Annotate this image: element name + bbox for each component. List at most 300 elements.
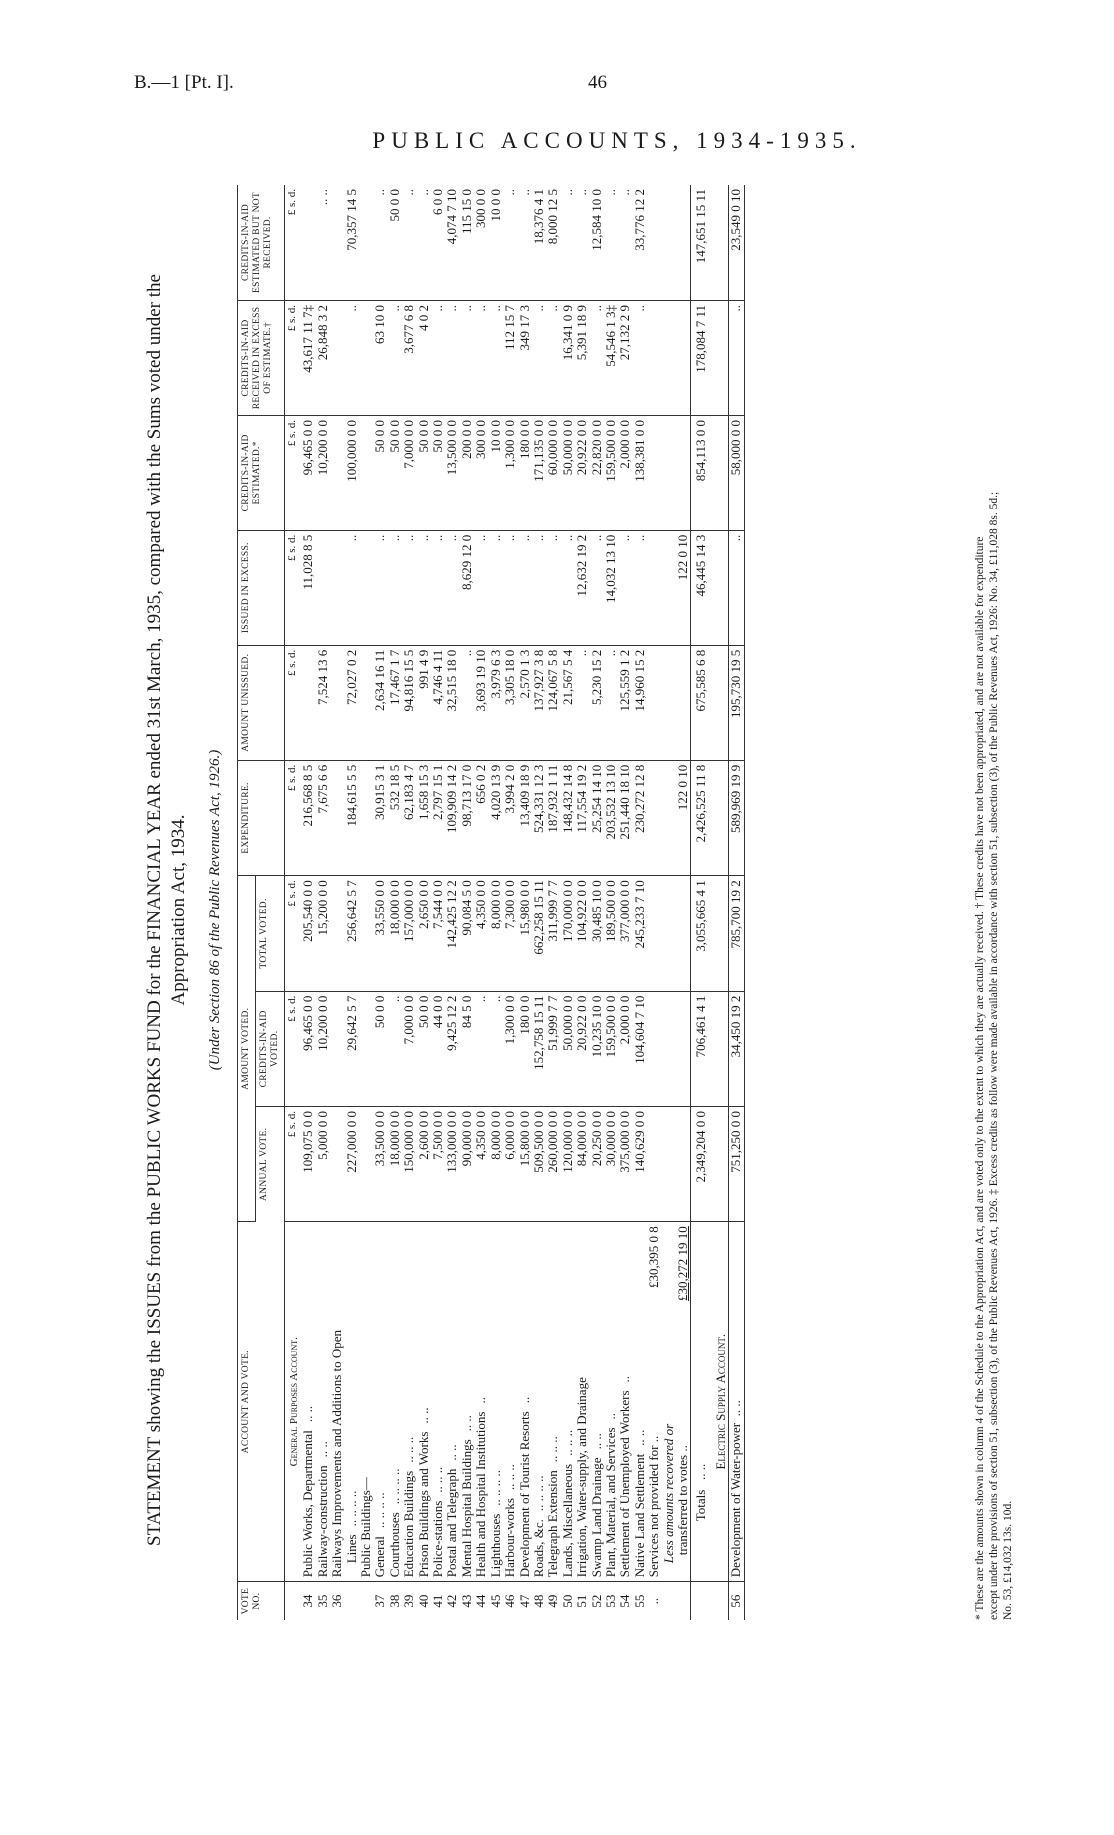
unissued-cell: 3,693 19 10 <box>474 645 488 760</box>
account-cell <box>460 1222 474 1582</box>
credits-estimated-cell: 138,381 0 0 <box>633 415 647 530</box>
leader-dots: .. .. <box>415 1407 431 1424</box>
vote-number <box>359 1582 373 1620</box>
document-reference: B.—1 [Pt. I]. <box>134 72 234 93</box>
credits-voted-cell: 20,922 0 0 <box>575 991 589 1106</box>
header-credits-not-received: CREDITS-IN-AID ESTIMATED BUT NOT RECEIVED. <box>238 185 285 300</box>
total-voted-cell <box>330 876 344 991</box>
unissued-cell <box>301 645 315 760</box>
expenditure-cell: 7,675 6 6 <box>316 760 330 876</box>
leader-dots: .. .. .. <box>545 1436 561 1463</box>
less-row-1 <box>662 185 676 1620</box>
unissued-cell: .. <box>604 645 618 760</box>
credits-received-excess-cell: .. <box>532 300 546 415</box>
vote-number: 54 <box>617 1594 633 1608</box>
credits-voted-cell <box>359 991 373 1106</box>
expenditure-cell: 1,658 15 3 <box>417 760 431 876</box>
credits-received-excess-cell: .. <box>345 300 359 415</box>
total-voted-cell: 7,300 0 0 <box>503 876 517 991</box>
credits-not-received-cell: 10 0 0 <box>489 185 503 300</box>
expenditure-cell: 4,020 13 9 <box>489 760 503 876</box>
leader-dots: .. <box>617 1375 633 1383</box>
account-label: Health and Hospital Institutions <box>473 1411 489 1578</box>
credits-received-excess-cell: .. <box>431 300 445 415</box>
vote-number: 46 <box>502 1594 518 1608</box>
credits-voted-cell: 10,235 10 0 <box>590 991 604 1106</box>
unissued-cell: .. <box>460 645 474 760</box>
credits-received-excess-cell: .. <box>590 300 604 415</box>
excess-cell: 14,032 13 10 <box>604 530 618 645</box>
account-label: Public Buildings— <box>358 1477 374 1578</box>
unit-label: £ s. d. <box>285 760 302 876</box>
credits-estimated-cell: 7,000 0 0 <box>402 415 416 530</box>
excess-cell: .. <box>474 530 488 645</box>
account-cell <box>345 1222 359 1582</box>
vote-number: 47 <box>516 1594 532 1608</box>
credits-not-received-cell: .. <box>518 185 532 300</box>
table-row <box>618 185 632 1620</box>
total-voted-cell: 205,540 0 0 <box>301 876 315 991</box>
credits-voted-cell: 9,425 12 2 <box>445 991 459 1106</box>
section-note: (Under Section 86 of the Public Revenues Act, 1926.) <box>207 749 223 1071</box>
expenditure-cell: 187,932 1 11 <box>546 760 560 876</box>
vote-number: 55 <box>631 1594 647 1608</box>
excess-cell: 12,632 19 2 <box>575 530 589 645</box>
vote-number <box>345 1582 359 1620</box>
credits-estimated-cell: 159,500 0 0 <box>604 415 618 530</box>
vote-number: 38 <box>386 1594 402 1608</box>
table-row <box>518 185 532 1620</box>
excess-cell: 11,028 8 5 <box>301 530 315 645</box>
credits-not-received-cell <box>301 185 315 300</box>
table-row <box>388 185 402 1620</box>
account-cell <box>618 1222 632 1582</box>
credits-received-excess-cell: 54,546 1 3‡ <box>604 300 618 415</box>
table-row <box>373 185 387 1620</box>
credits-voted-cell: 51,999 7 7 <box>546 991 560 1106</box>
vote-number: 52 <box>588 1594 604 1608</box>
credits-received-excess-cell: 5,391 18 9 <box>575 300 589 415</box>
account-cell <box>546 1222 560 1582</box>
esa-vote-no: 56 <box>728 1594 744 1608</box>
expenditure-cell <box>359 760 373 876</box>
unissued-cell: 5,230 15 2 <box>590 645 604 760</box>
annual-cell: 109,075 0 0 <box>301 1106 315 1221</box>
expenditure-cell: 3,994 2 0 <box>503 760 517 876</box>
annual-cell: 120,000 0 0 <box>561 1106 575 1221</box>
excess-cell: .. <box>518 530 532 645</box>
account-cell <box>330 1222 344 1582</box>
unissued-cell <box>359 645 373 760</box>
expenditure-cell: 184,615 5 5 <box>345 760 359 876</box>
unissued-cell: 32,515 18 0 <box>445 645 459 760</box>
table-row <box>633 185 647 1620</box>
leader-dots: .. .. .. .. <box>372 1492 388 1529</box>
annual-cell: 150,000 0 0 <box>402 1106 416 1221</box>
table-row <box>503 185 517 1620</box>
credits-voted-cell: 50 0 0 <box>417 991 431 1106</box>
totals-unissued: 675,585 6 8 <box>691 645 712 760</box>
expenditure-cell: 216,568 8 5 <box>301 760 315 876</box>
credits-estimated-cell: 50,000 0 0 <box>561 415 575 530</box>
header-total-voted: TOTAL VOTED. <box>256 876 285 991</box>
total-voted-cell: 7,544 0 0 <box>431 876 445 991</box>
expenditure-cell: 30,915 3 1 <box>373 760 387 876</box>
account-label: Postal and Telegraph <box>444 1468 460 1578</box>
unissued-cell: 94,816 15 5 <box>402 645 416 760</box>
credits-estimated-cell: 13,500 0 0 <box>445 415 459 530</box>
account-label: Railway-construction <box>314 1465 330 1578</box>
table-row <box>561 185 575 1620</box>
annual-cell: 375,000 0 0 <box>618 1106 632 1221</box>
annual-cell: 5,000 0 0 <box>316 1106 330 1221</box>
vote-number: 43 <box>458 1594 474 1608</box>
esa-total-voted: 785,700 19 2 <box>729 876 744 991</box>
credits-estimated-cell: 50 0 0 <box>388 415 402 530</box>
total-voted-cell: 311,999 7 7 <box>546 876 560 991</box>
totals-excess: 46,445 14 3 <box>691 530 712 645</box>
totals-total-voted: 3,055,665 4 1 <box>691 876 712 991</box>
header-account: ACCOUNT AND VOTE. <box>238 1222 285 1582</box>
excess-cell: .. <box>345 530 359 645</box>
account-label: Lines <box>343 1534 359 1564</box>
excess-cell: .. <box>373 530 387 645</box>
credits-not-received-cell: 8,000 12 5 <box>546 185 560 300</box>
footnote-line-1: * These are the amounts shown in column 4 of the Schedule to the Appropriation Act, and are voted only to the extent to which they are actually received. † These credits have not been appropriated, and are not available for expenditure <box>974 536 986 1620</box>
credits-not-received-cell: .. <box>373 185 387 300</box>
total-voted-cell: 189,500 0 0 <box>604 876 618 991</box>
expenditure-cell <box>330 760 344 876</box>
credits-estimated-cell: 180 0 0 <box>518 415 532 530</box>
total-voted-cell: 2,650 0 0 <box>417 876 431 991</box>
unissued-cell <box>330 645 344 760</box>
expenditure-cell: 117,554 19 2 <box>575 760 589 876</box>
account-cell <box>417 1222 431 1582</box>
account-cell <box>388 1222 402 1582</box>
credits-received-excess-cell: .. <box>445 300 459 415</box>
account-label: Lighthouses <box>487 1513 503 1578</box>
account-cell <box>561 1222 575 1582</box>
account-label: Public Works, Departmental <box>300 1430 316 1578</box>
esa-credits-estimated: 58,000 0 0 <box>729 415 744 530</box>
vote-number: 40 <box>415 1594 431 1608</box>
table-row <box>532 185 546 1620</box>
statement-line-1: STATEMENT showing the ISSUES from the PUBLIC WORKS FUND for the FINANCIAL YEAR ended 31st March, 1935, compared with the Sums voted under the <box>144 274 165 1546</box>
total-voted-cell: 4,350 0 0 <box>474 876 488 991</box>
annual-cell: 509,500 0 0 <box>532 1106 546 1221</box>
credits-estimated-cell: 171,135 0 0 <box>532 415 546 530</box>
total-voted-cell: 245,233 7 10 <box>633 876 647 991</box>
account-cell <box>359 1222 373 1582</box>
account-label: Irrigation, Water-supply, and Drainage <box>574 1377 590 1578</box>
credits-not-received-cell: 70,357 14 5 <box>345 185 359 300</box>
credits-voted-cell: .. <box>388 991 402 1106</box>
credits-received-excess-cell: 63 10 0 <box>373 300 387 415</box>
credits-estimated-cell: 10 0 0 <box>489 415 503 530</box>
account-cell <box>474 1222 488 1582</box>
table-row <box>575 185 589 1620</box>
credits-estimated-cell: 100,000 0 0 <box>345 415 359 530</box>
credits-not-received-cell <box>330 185 344 300</box>
credits-not-received-cell: .. <box>618 185 632 300</box>
statement-line-2: Appropriation Act, 1934. <box>168 814 189 1006</box>
credits-received-excess-cell: 349 17 3 <box>518 300 532 415</box>
vote-number: 53 <box>602 1594 618 1608</box>
account-cell <box>301 1222 315 1582</box>
expenditure-cell: 25,254 14 10 <box>590 760 604 876</box>
account-label: Plant, Material, and Services <box>602 1427 618 1578</box>
account-cell <box>633 1222 647 1582</box>
credits-estimated-cell: 50 0 0 <box>417 415 431 530</box>
credits-estimated-cell: 22,820 0 0 <box>590 415 604 530</box>
vote-number: 48 <box>530 1594 546 1608</box>
credits-estimated-cell: 2,000 0 0 <box>618 415 632 530</box>
less-row-2 <box>676 185 691 1620</box>
header-credits-estimated: CREDITS-IN-AID ESTIMATED.* <box>238 415 285 530</box>
excess-cell: .. <box>561 530 575 645</box>
excess-cell: .. <box>633 530 647 645</box>
credits-estimated-cell <box>330 415 344 530</box>
page-title: PUBLIC ACCOUNTS, 1934-1935. <box>372 128 862 153</box>
expenditure-cell: 532 18 5 <box>388 760 402 876</box>
expenditure-cell: 230,272 12 8 <box>633 760 647 876</box>
account-cell <box>604 1222 618 1582</box>
credits-voted-cell: 104,604 7 10 <box>633 991 647 1106</box>
annual-cell: 84,000 0 0 <box>575 1106 589 1221</box>
unit-label: £ s. d. <box>285 415 302 530</box>
credits-estimated-cell: 50 0 0 <box>373 415 387 530</box>
annual-cell: 90,000 0 0 <box>460 1106 474 1221</box>
credits-estimated-cell: 1,300 0 0 <box>503 415 517 530</box>
credits-received-excess-cell: .. <box>388 300 402 415</box>
annual-cell: 260,000 0 0 <box>546 1106 560 1221</box>
unissued-cell: 137,927 3 8 <box>532 645 546 760</box>
excess-cell: .. <box>532 530 546 645</box>
esa-credits-not-received: 23,549 0 10 <box>729 185 744 300</box>
unissued-cell: 14,960 15 2 <box>633 645 647 760</box>
esa-annual: 751,250 0 0 <box>729 1106 744 1221</box>
credits-estimated-cell: 96,465 0 0 <box>301 415 315 530</box>
unissued-cell: 21,567 5 4 <box>561 645 575 760</box>
esa-credits-received-excess: .. <box>729 300 744 415</box>
annual-cell: 227,000 0 0 <box>345 1106 359 1221</box>
table-row <box>546 185 560 1620</box>
credits-received-excess-cell <box>330 300 344 415</box>
annual-cell: 133,000 0 0 <box>445 1106 459 1221</box>
credits-estimated-cell: 200 0 0 <box>460 415 474 530</box>
esa-heading-row <box>712 185 729 1620</box>
credits-received-excess-cell: 3,677 6 8 <box>402 300 416 415</box>
annual-cell: 6,000 0 0 <box>503 1106 517 1221</box>
totals-expenditure: 2,426,525 11 8 <box>691 760 712 876</box>
esa-row <box>729 185 744 1620</box>
vote-number: 35 <box>314 1594 330 1608</box>
credits-not-received-cell: 18,376 4 1 <box>532 185 546 300</box>
unissued-cell: .. <box>575 645 589 760</box>
header-excess: ISSUED IN EXCESS. <box>238 530 285 645</box>
credits-received-excess-cell: 4 0 2 <box>417 300 431 415</box>
total-voted-cell: 90,084 5 0 <box>460 876 474 991</box>
totals-credits-voted: 706,461 4 1 <box>691 991 712 1106</box>
table-row <box>489 185 503 1620</box>
expenditure-cell: 13,409 18 9 <box>518 760 532 876</box>
footnote-line-2: except under the provisions of section 51, subsection (3), of the Public Revenues Act, 1926. ‡ Excess credits as follow were made available in accordance with section 51, subsection (3), of the Public Revenues Act, 1926: No. 34, £11,028 8s. 5d.; <box>988 491 1000 1620</box>
expenditure-cell: 203,532 13 10 <box>604 760 618 876</box>
services-row: .. Services not provided for .. £30,395 0 8 <box>647 185 661 1620</box>
leader-dots: .. .. <box>300 1405 316 1423</box>
credits-received-excess-cell: .. <box>460 300 474 415</box>
credits-voted-cell: .. <box>474 991 488 1106</box>
account-label: Settlement of Unemployed Workers <box>617 1390 633 1578</box>
annual-cell <box>359 1106 373 1221</box>
unissued-cell: 4,746 4 11 <box>431 645 445 760</box>
credits-not-received-cell: 115 15 0 <box>460 185 474 300</box>
credits-voted-cell: 96,465 0 0 <box>301 991 315 1106</box>
unissued-cell: 2,634 16 11 <box>373 645 387 760</box>
unit-label: £ s. d. <box>285 1106 302 1221</box>
excess-cell: .. <box>546 530 560 645</box>
unit-label: £ s. d. <box>285 876 302 991</box>
credits-received-excess-cell <box>359 300 373 415</box>
table-row <box>359 185 373 1620</box>
table-row <box>431 185 445 1620</box>
unit-label: £ s. d. <box>285 645 302 760</box>
less-expenditure: 122 0 10 <box>676 760 691 876</box>
account-cell <box>532 1222 546 1582</box>
annual-cell: 140,629 0 0 <box>633 1106 647 1221</box>
credits-voted-cell: 180 0 0 <box>518 991 532 1106</box>
header-expenditure: EXPENDITURE. <box>238 760 285 876</box>
credits-received-excess-cell: 26,848 3 2 <box>316 300 330 415</box>
account-label: Railways Improvements and Additions to Open <box>329 1329 345 1578</box>
leader-dots: .. <box>516 1396 532 1404</box>
services-label: Services not provided for <box>646 1445 662 1578</box>
annual-cell: 7,500 0 0 <box>431 1106 445 1221</box>
credits-voted-cell: 44 0 0 <box>431 991 445 1106</box>
table-row <box>445 185 459 1620</box>
credits-voted-cell: 50 0 0 <box>373 991 387 1106</box>
statement-title <box>143 185 191 1635</box>
vote-number: 34 <box>300 1594 316 1608</box>
expenditure-cell: 656 0 2 <box>474 760 488 876</box>
credits-voted-cell: 2,000 0 0 <box>618 991 632 1106</box>
credits-received-excess-cell: .. <box>633 300 647 415</box>
account-label: Mental Hospital Buildings <box>458 1439 474 1578</box>
rotated-statement-block <box>135 185 1015 1635</box>
credits-voted-cell: .. <box>489 991 503 1106</box>
table-row <box>345 185 359 1620</box>
credits-voted-cell: 1,300 0 0 <box>503 991 517 1106</box>
account-label: Native Land Settlement <box>631 1453 647 1578</box>
excess-cell: .. <box>431 530 445 645</box>
account-cell <box>518 1222 532 1582</box>
vote-number: 39 <box>401 1594 417 1608</box>
unit-label: £ s. d. <box>285 300 302 415</box>
excess-cell <box>359 530 373 645</box>
credits-not-received-cell: .. <box>417 185 431 300</box>
totals-credits-not-received: 147,651 15 11 <box>691 185 712 300</box>
leader-dots: .. .. .. .. <box>487 1469 503 1506</box>
credits-voted-cell: 84 5 0 <box>460 991 474 1106</box>
vote-number: 50 <box>559 1594 575 1608</box>
excess-cell: .. <box>618 530 632 645</box>
account-label: Harbour-works <box>502 1498 518 1578</box>
account-label: Education Buildings <box>401 1470 417 1578</box>
unissued-cell: 17,467 1 7 <box>388 645 402 760</box>
total-voted-cell: 15,980 0 0 <box>518 876 532 991</box>
excess-cell <box>316 530 330 645</box>
page-number: 46 <box>588 72 607 93</box>
credits-not-received-cell: .. <box>604 185 618 300</box>
esa-unissued: 195,730 19 5 <box>729 645 744 760</box>
expenditure-cell: 2,797 15 1 <box>431 760 445 876</box>
esa-dots: .. .. <box>728 1400 744 1417</box>
account-label: Roads, &c. <box>530 1519 546 1578</box>
expenditure-cell: 148,432 14 8 <box>561 760 575 876</box>
excess-cell: .. <box>590 530 604 645</box>
credits-received-excess-cell: .. <box>489 300 503 415</box>
credits-estimated-cell: 50 0 0 <box>431 415 445 530</box>
vote-number: 51 <box>574 1594 590 1608</box>
less-label-2: transferred to votes <box>674 1454 690 1556</box>
credits-estimated-cell: 300 0 0 <box>474 415 488 530</box>
header-vote-no: VOTE NO. <box>238 1582 285 1620</box>
credits-voted-cell <box>330 991 344 1106</box>
leader-dots: .. .. <box>444 1444 460 1461</box>
vote-number: 42 <box>444 1594 460 1608</box>
unit-label: £ s. d. <box>285 991 302 1106</box>
table-row <box>460 185 474 1620</box>
annual-cell: 8,000 0 0 <box>489 1106 503 1221</box>
account-cell <box>431 1222 445 1582</box>
credits-estimated-cell <box>359 415 373 530</box>
leader-dots: .. .. .. <box>559 1429 575 1456</box>
total-voted-cell: 18,000 0 0 <box>388 876 402 991</box>
leader-dots: .. <box>473 1397 489 1404</box>
unissued-cell: 3,305 18 0 <box>503 645 517 760</box>
header-credits-received-excess: CREDITS-IN-AID RECEIVED IN EXCESS OF ESTIMATE.† <box>238 300 285 415</box>
account-cell <box>590 1222 604 1582</box>
vote-number: 41 <box>430 1594 446 1608</box>
annual-cell: 15,800 0 0 <box>518 1106 532 1221</box>
issues-table <box>237 185 745 1620</box>
credits-received-excess-cell: .. <box>474 300 488 415</box>
unissued-cell: 72,027 0 2 <box>345 645 359 760</box>
table-row <box>330 185 344 1620</box>
footnotes <box>973 200 1015 1620</box>
footnote-line-3: No. 53, £14,032 13s. 10d. <box>1002 1500 1014 1620</box>
totals-dots: .. .. <box>693 1463 709 1480</box>
unit-label: £ s. d. <box>285 185 302 300</box>
esa-heading: Electric Supply Account. <box>712 1222 729 1582</box>
vote-number: 45 <box>487 1594 503 1608</box>
credits-voted-cell: 7,000 0 0 <box>402 991 416 1106</box>
leader-dots: .. .. <box>631 1429 647 1446</box>
credits-estimated-cell: 10,200 0 0 <box>316 415 330 530</box>
header-unissued: AMOUNT UNISSUED. <box>238 645 285 760</box>
leader-dots: .. .. .. .. <box>343 1490 359 1527</box>
account-label: Swamp Land Drainage <box>588 1457 604 1578</box>
services-amount: £30,395 0 8 <box>646 1226 662 1288</box>
excess-cell: .. <box>388 530 402 645</box>
account-label: Lands, Miscellaneous <box>559 1463 575 1578</box>
credits-received-excess-cell: 112 15 7 <box>503 300 517 415</box>
total-voted-cell: 662,258 15 11 <box>532 876 546 991</box>
totals-row <box>691 185 712 1620</box>
totals-credits-estimated: 854,113 0 0 <box>691 415 712 530</box>
credits-received-excess-cell: 16,341 0 9 <box>561 300 575 415</box>
totals-annual: 2,349,204 0 0 <box>691 1106 712 1221</box>
